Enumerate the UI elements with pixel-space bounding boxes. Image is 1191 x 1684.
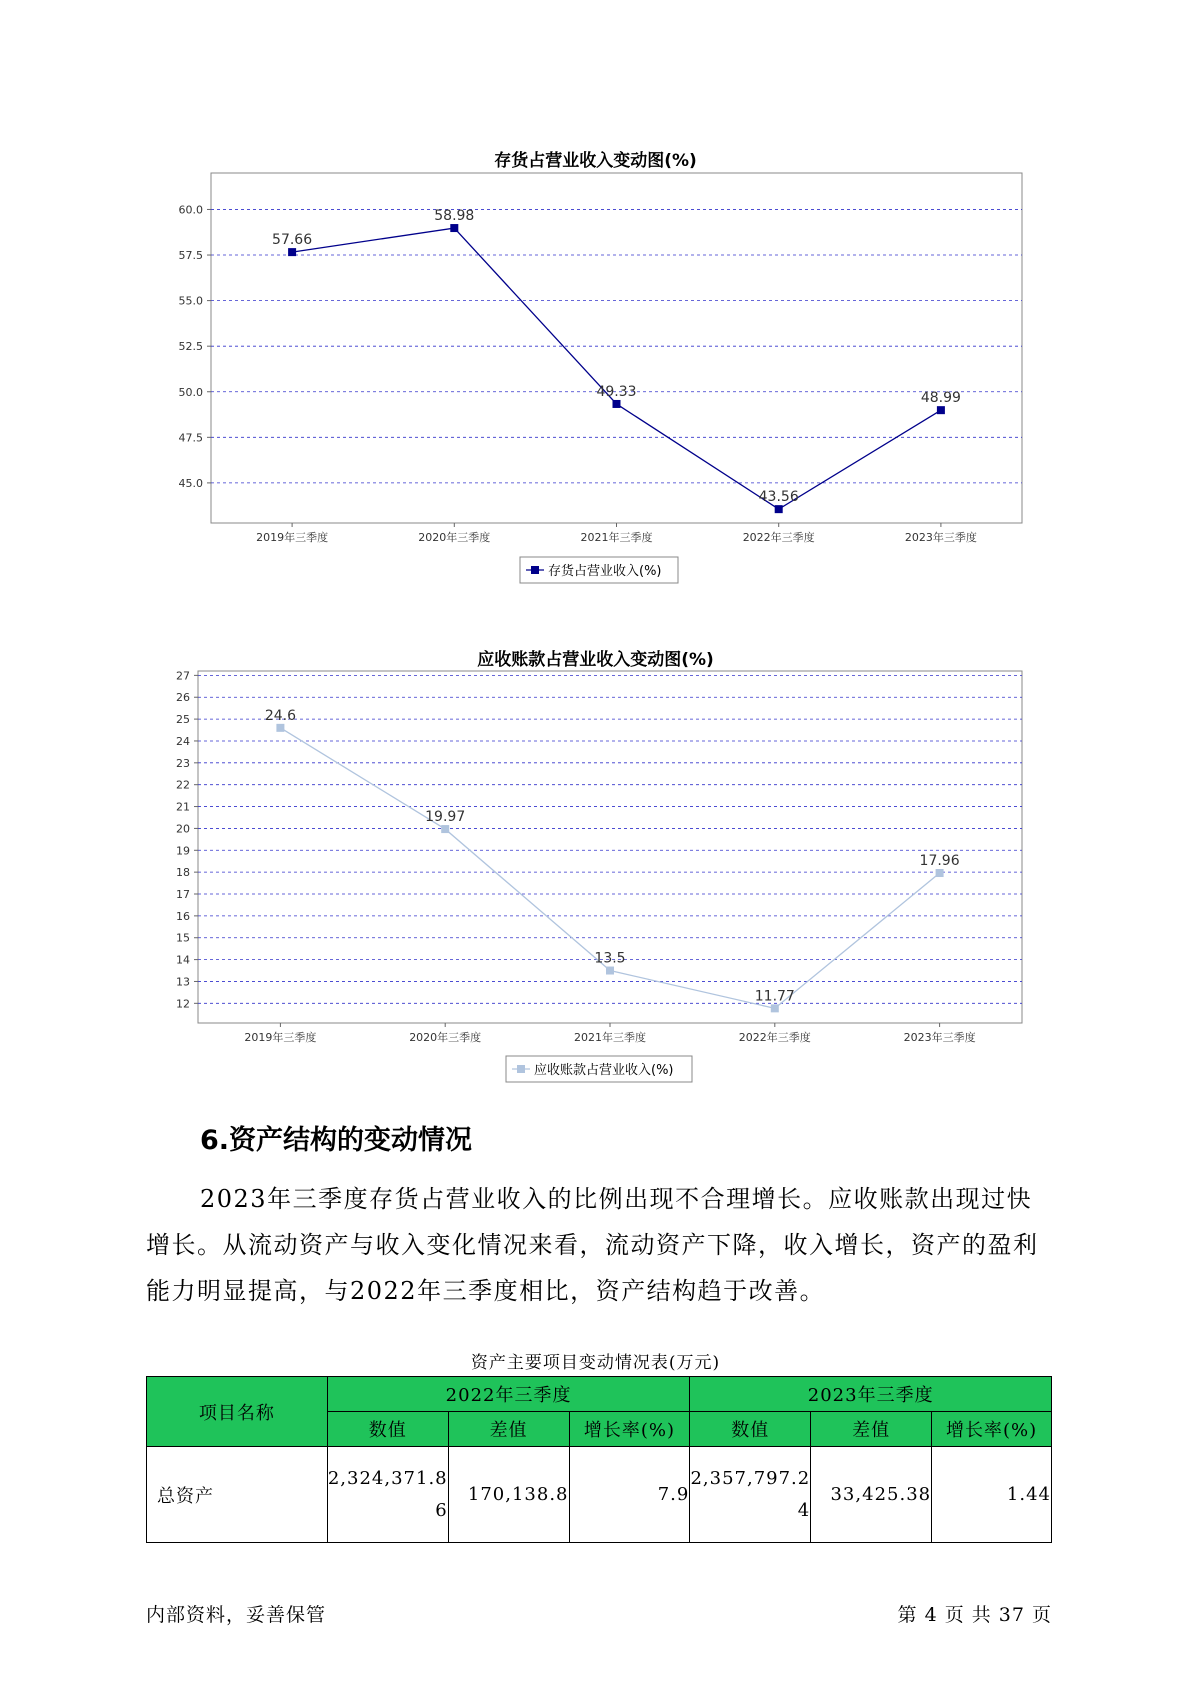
data-point — [606, 967, 614, 975]
table-row — [147, 1447, 1052, 1543]
y-tick-label: 18 — [176, 866, 190, 880]
y-tick-label: 45.0 — [178, 476, 203, 490]
col-growth: 增长率(%) — [932, 1412, 1052, 1447]
y-tick-label: 22 — [176, 778, 190, 792]
y-tick-label: 14 — [176, 953, 190, 967]
data-label: 19.97 — [425, 809, 466, 826]
y-tick-label: 27 — [176, 669, 190, 683]
chart1-title: 存货占营业收入变动图(%) — [494, 151, 697, 171]
x-tick-label: 2022年三季度 — [738, 1031, 811, 1044]
y-tick-label: 21 — [176, 800, 190, 814]
data-label: 43.56 — [758, 489, 799, 506]
data-label: 24.6 — [264, 707, 296, 724]
y-tick-label: 17 — [176, 888, 190, 902]
col-growth: 增长率(%) — [569, 1412, 690, 1447]
cell-growth: 1.44 — [932, 1447, 1052, 1543]
data-label: 48.99 — [920, 390, 961, 407]
y-tick-label: 25 — [176, 713, 190, 727]
legend-marker — [517, 1065, 525, 1073]
x-tick-label: 2023年三季度 — [904, 531, 977, 544]
y-tick-label: 47.5 — [178, 431, 203, 445]
col-value: 数值 — [327, 1412, 448, 1447]
col-diff: 差值 — [811, 1412, 932, 1447]
data-label: 58.98 — [434, 208, 475, 225]
legend-label: 存货占营业收入(%) — [548, 564, 662, 579]
cell-diff: 170,138.8 — [448, 1447, 569, 1543]
x-tick-label: 2022年三季度 — [742, 531, 815, 544]
table-title: 资产主要项目变动情况表(万元) — [470, 1353, 721, 1373]
y-tick-label: 13 — [176, 975, 190, 989]
x-tick-label: 2020年三季度 — [409, 1031, 482, 1044]
data-point — [936, 869, 944, 877]
y-tick-label: 20 — [176, 822, 190, 836]
y-tick-label: 26 — [176, 691, 190, 705]
section-heading: 6.资产结构的变动情况 — [200, 1125, 473, 1156]
data-point — [441, 825, 449, 833]
data-label: 49.33 — [596, 383, 637, 400]
data-label: 13.5 — [594, 950, 626, 967]
cell-value: 2,324,371.86 — [327, 1447, 448, 1543]
y-tick-label: 16 — [176, 909, 190, 923]
y-tick-label: 57.5 — [178, 249, 203, 263]
cell-value: 2,357,797.24 — [690, 1447, 811, 1543]
asset-change-table — [146, 1376, 1052, 1543]
footer-page: 第 4 页 共 37 页 — [897, 1604, 1052, 1626]
y-tick-label: 19 — [176, 844, 190, 858]
y-tick-label: 24 — [176, 734, 190, 748]
x-tick-label: 2021年三季度 — [580, 531, 653, 544]
analysis-paragraph: 2023年三季度存货占营业收入的比例出现不合理增长。应收账款出现过快增长。从流动资产与收入变化情况来看，流动资产下降，收入增长，资产的盈利能力明显提高，与2022年三季度相比，资产结构趋于改善。 — [146, 1185, 1039, 1305]
x-tick-label: 2020年三季度 — [418, 531, 491, 544]
data-point — [276, 724, 284, 732]
period1-header: 2022年三季度 — [327, 1377, 690, 1412]
cell-diff: 33,425.38 — [811, 1447, 932, 1543]
y-tick-label: 15 — [176, 931, 190, 945]
cell-growth: 7.9 — [569, 1447, 690, 1543]
y-tick-label: 50.0 — [178, 385, 203, 399]
chart2-title: 应收账款占营业收入变动图(%) — [477, 650, 714, 670]
y-tick-label: 52.5 — [178, 340, 203, 354]
x-tick-label: 2023年三季度 — [903, 1031, 976, 1044]
data-label: 57.66 — [272, 232, 313, 249]
y-tick-label: 12 — [176, 997, 190, 1011]
data-point — [771, 1004, 779, 1012]
data-label: 17.96 — [919, 853, 960, 870]
period2-header: 2023年三季度 — [690, 1377, 1052, 1412]
row-name: 总资产 — [147, 1447, 328, 1543]
x-tick-label: 2021年三季度 — [574, 1031, 646, 1044]
footer-left: 内部资料，妥善保管 — [146, 1604, 327, 1626]
x-tick-label: 2019年三季度 — [256, 531, 329, 544]
col-value: 数值 — [690, 1412, 811, 1447]
col-diff: 差值 — [448, 1412, 569, 1447]
legend-label: 应收账款占营业收入(%) — [534, 1063, 674, 1078]
x-tick-label: 2019年三季度 — [244, 1031, 317, 1044]
y-tick-label: 55.0 — [178, 294, 203, 308]
y-tick-label: 60.0 — [178, 203, 203, 217]
name-header: 项目名称 — [147, 1377, 328, 1447]
y-tick-label: 23 — [176, 756, 190, 770]
data-label: 11.77 — [754, 988, 795, 1005]
